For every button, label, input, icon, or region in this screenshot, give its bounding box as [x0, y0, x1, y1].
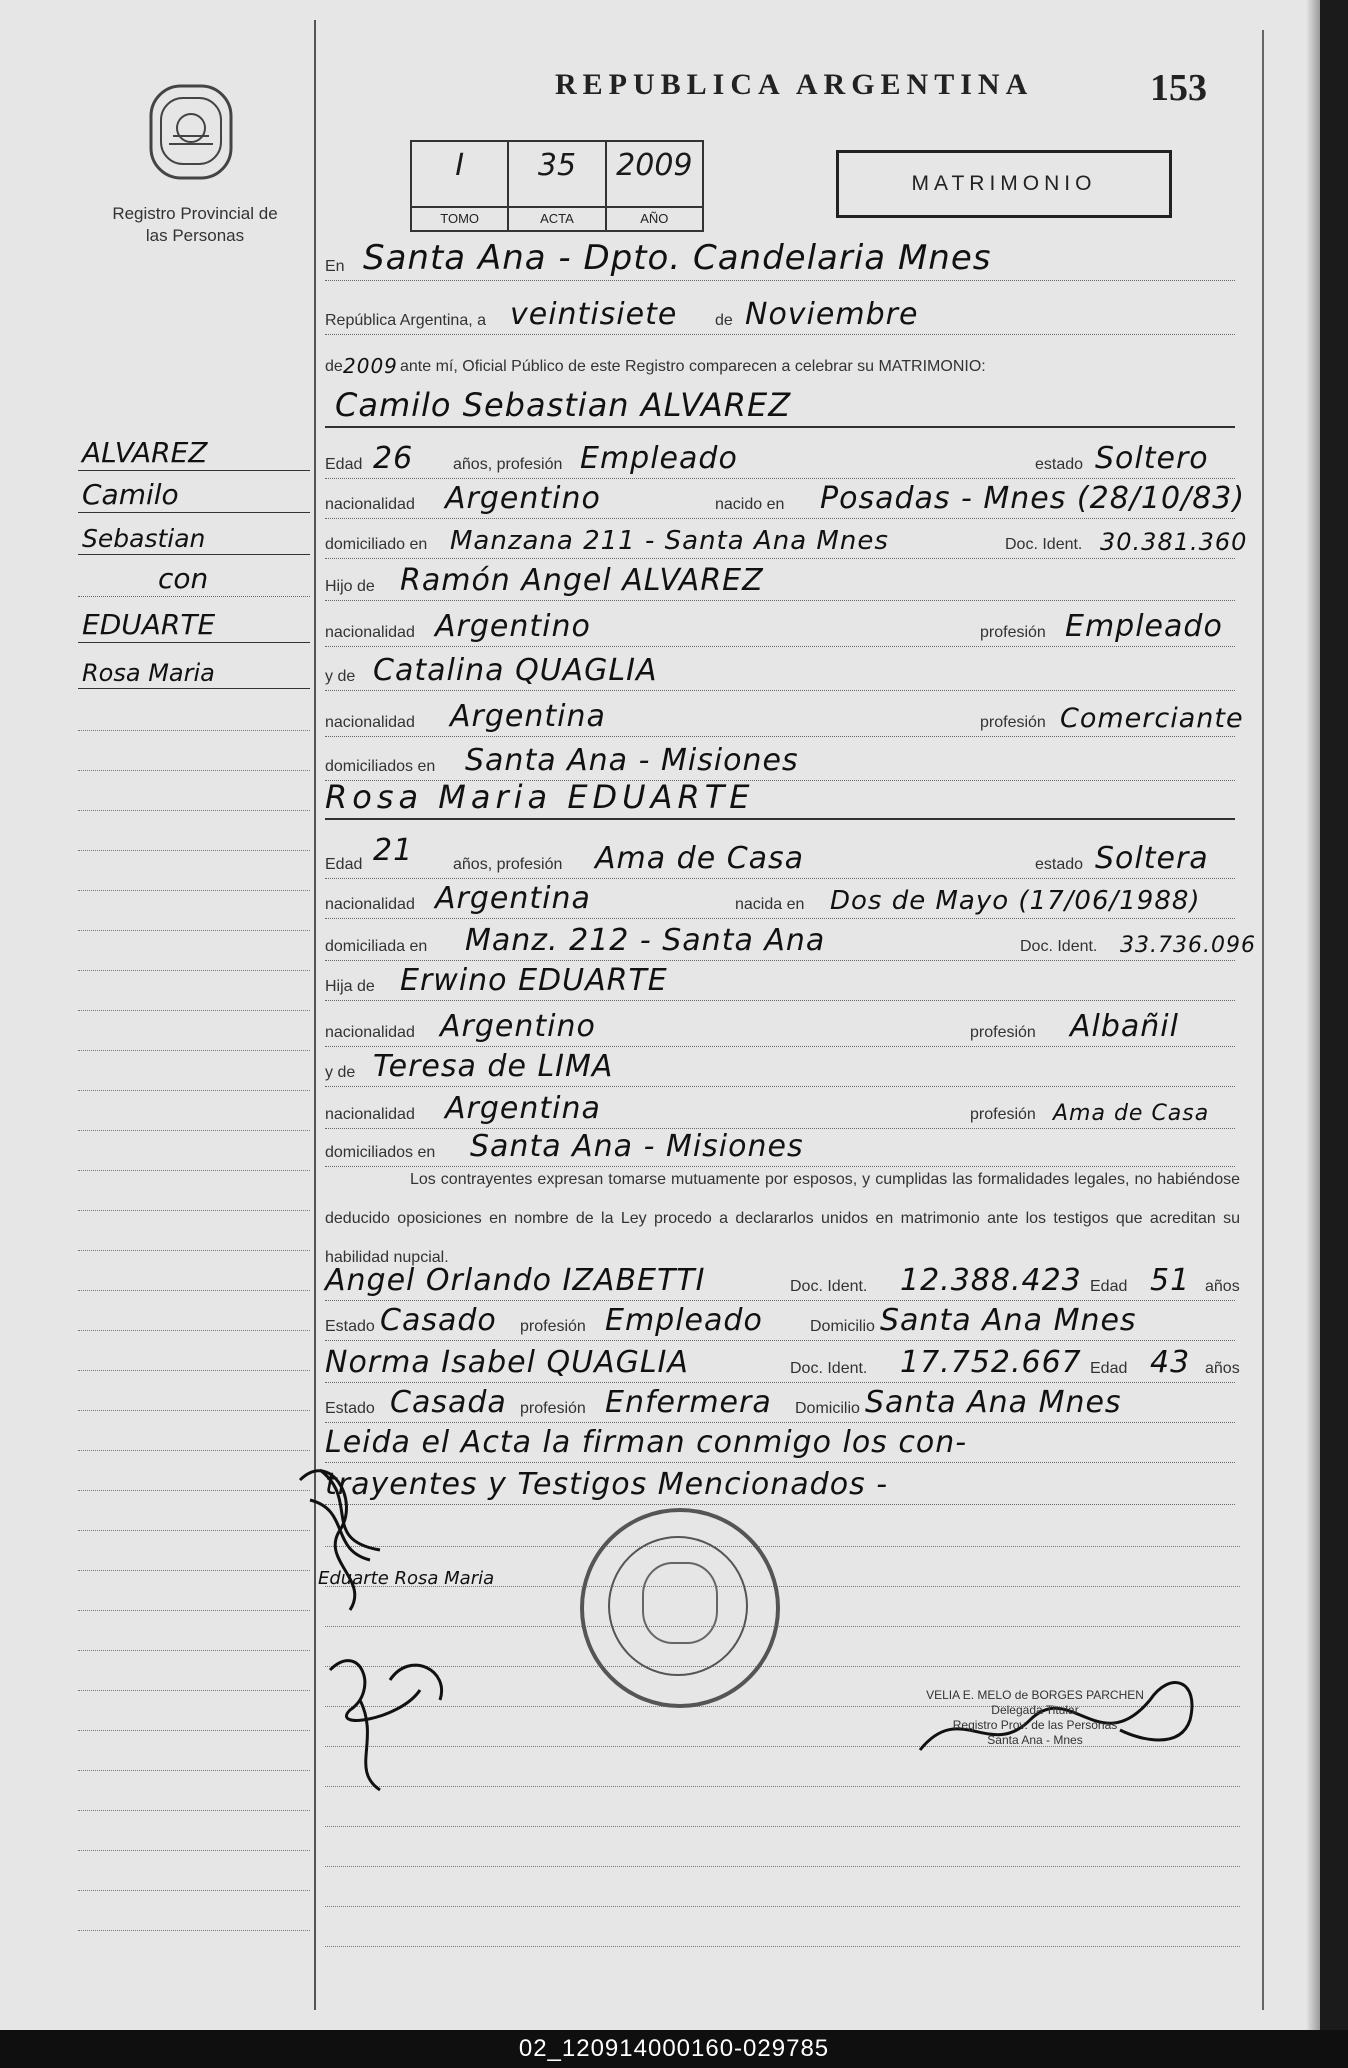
ruled-line: [325, 1946, 1240, 1947]
groom-nationality-label: nacionalidad: [325, 496, 415, 513]
day-value: veintisiete: [510, 297, 678, 332]
bride-address-label: domiciliada en: [325, 938, 428, 955]
margin-line: [78, 1490, 310, 1491]
witness2-years-label: años: [1205, 1360, 1240, 1377]
margin-line: [78, 1890, 310, 1891]
en-label: En: [325, 258, 345, 275]
witness1-profession: Empleado: [605, 1303, 763, 1338]
bride-age-label: Edad: [325, 856, 363, 873]
groom-age-label: Edad: [325, 456, 363, 473]
year-value: 2009: [343, 354, 398, 378]
document-header: REPUBLICA ARGENTINA: [555, 68, 1034, 101]
register-box: [410, 140, 704, 232]
groom-mother-profession: Comerciante: [1060, 703, 1244, 734]
bride-father-profession: Albañil: [1070, 1009, 1179, 1044]
bride-mother-nationality: Argentina: [445, 1091, 601, 1126]
bride-parents-address: Santa Ana - Misiones: [470, 1129, 804, 1164]
margin-name-3: Sebastian: [82, 524, 206, 553]
groom-mother-nationality: Argentina: [450, 699, 606, 734]
bride-mother: Teresa de LIMA: [373, 1049, 614, 1084]
groom-address-label: domiciliado en: [325, 536, 428, 553]
image-caption: 02_120914000160-029785: [0, 2030, 1348, 2068]
witness1-address: Santa Ana Mnes: [880, 1303, 1137, 1338]
witness1-doc: 12.388.423: [900, 1263, 1082, 1298]
groom-birthplace-label: nacido en: [715, 496, 785, 513]
witness2-address-label: Domicilio: [795, 1400, 860, 1417]
bride-address: Manz. 212 - Santa Ana: [465, 923, 826, 958]
emblem-icon: [642, 1562, 718, 1644]
ruled-line: [325, 1826, 1240, 1827]
witness1-profession-label: profesión: [520, 1318, 586, 1335]
acta-label: ACTA: [509, 206, 604, 230]
witness1-age: 51: [1150, 1263, 1191, 1298]
bride-father-label: Hija de: [325, 978, 375, 995]
bride-mother-profession-label: profesión: [970, 1106, 1036, 1123]
witness2-status: Casada: [390, 1385, 507, 1420]
bride-doc-label: Doc. Ident.: [1020, 938, 1098, 955]
margin-name-4: con: [158, 562, 209, 595]
bride-signature: Eduarte Rosa Maria: [318, 1568, 495, 1589]
margin-name-1: ALVAREZ: [82, 436, 208, 469]
bride-status-label: estado: [1035, 856, 1084, 873]
margin-line: [78, 1530, 310, 1531]
groom-address: Manzana 211 - Santa Ana Mnes: [450, 526, 889, 556]
margin-line: [78, 810, 310, 811]
groom-status-label: estado: [1035, 456, 1084, 473]
groom-profession-label: años, profesión: [453, 456, 563, 473]
ruled-line: [325, 1866, 1240, 1867]
tomo-label: TOMO: [412, 206, 507, 230]
document-type: MATRIMONIO: [836, 150, 1172, 218]
page-number: 153: [1150, 67, 1207, 109]
witness1-status: Casado: [380, 1303, 497, 1338]
margin-line: [78, 1330, 310, 1331]
official-stamp: [920, 1688, 1150, 1748]
bride-nationality-label: nacionalidad: [325, 896, 415, 913]
de2-label: de: [325, 358, 343, 375]
margin-name-6: Rosa Maria: [82, 659, 215, 687]
margin-line: [78, 1690, 310, 1691]
witness2-address: Santa Ana Mnes: [865, 1385, 1122, 1420]
bride-profession-label: años, profesión: [453, 856, 563, 873]
groom-father-profession: Empleado: [1065, 609, 1223, 644]
witness2-age-label: Edad: [1090, 1360, 1128, 1377]
groom-father-profession-label: profesión: [980, 624, 1046, 641]
official-name: VELIA E. MELO de BORGES PARCHEN: [926, 1688, 1144, 1702]
margin-line: [78, 1370, 310, 1371]
groom-profession: Empleado: [580, 441, 738, 476]
place-value: Santa Ana - Dpto. Candelaria Mnes: [363, 238, 992, 278]
official-registry: Registro Prov. de las Personas: [952, 1718, 1118, 1732]
closing-line-1: Leida el Acta la firman conmigo los con-: [325, 1425, 968, 1460]
margin-line: [78, 1770, 310, 1771]
margin-line: [78, 1010, 310, 1011]
margin-line: [78, 1290, 310, 1291]
margin-line: [78, 1610, 310, 1611]
groom-birthplace: Posadas - Mnes (28/10/83): [820, 481, 1246, 516]
margin-line: [78, 1850, 310, 1851]
bride-name: Rosa Maria EDUARTE: [325, 778, 755, 816]
signature-scribbles: [290, 1440, 550, 1800]
margin-line: [78, 890, 310, 891]
margin-line: [78, 1210, 310, 1211]
groom-parents-address-label: domiciliados en: [325, 758, 436, 775]
groom-father-label: Hijo de: [325, 578, 375, 595]
right-border: [1262, 30, 1264, 2010]
witness2-name: Norma Isabel QUAGLIA: [325, 1345, 689, 1380]
acta-value: 35: [537, 148, 577, 183]
bride-parents-address-label: domiciliados en: [325, 1144, 436, 1161]
ante-mi-text: ante mí, Oficial Público de este Registro comparecen a celebrar su MATRIMONIO:: [400, 358, 986, 375]
official-title: Delegada Titular: [991, 1703, 1079, 1717]
margin-line: [78, 1810, 310, 1811]
bride-profession: Ama de Casa: [595, 841, 805, 876]
bride-mother-label: y de: [325, 1064, 356, 1081]
groom-mother: Catalina QUAGLIA: [373, 653, 658, 688]
witness2-doc-label: Doc. Ident.: [790, 1360, 868, 1377]
groom-mother-nationality-label: nacionalidad: [325, 714, 415, 731]
margin-line: [78, 1930, 310, 1931]
witness2-age: 43: [1150, 1345, 1191, 1380]
margin-line: [78, 1650, 310, 1651]
witness2-status-label: Estado: [325, 1400, 375, 1417]
margin-line: [78, 1130, 310, 1131]
witness1-status-label: Estado: [325, 1318, 375, 1335]
witness1-address-label: Domicilio: [810, 1318, 875, 1335]
groom-nationality: Argentino: [445, 481, 601, 516]
groom-status: Soltero: [1095, 441, 1209, 476]
month-value: Noviembre: [745, 297, 919, 332]
margin-line: [78, 1570, 310, 1571]
republica-label: República Argentina, a: [325, 312, 486, 329]
margin-line: [78, 1250, 310, 1251]
registry-name: Registro Provincial de las Personas: [112, 204, 278, 245]
tomo-value: I: [455, 148, 465, 183]
bride-nationality: Argentina: [435, 881, 591, 916]
witness2-profession: Enfermera: [605, 1385, 772, 1420]
bride-doc: 33.736.096: [1120, 933, 1256, 958]
witness1-name: Angel Orlando IZABETTI: [325, 1263, 706, 1298]
margin-line: [78, 1450, 310, 1451]
groom-mother-profession-label: profesión: [980, 714, 1046, 731]
bride-father: Erwino EDUARTE: [400, 963, 668, 998]
de-label: de: [715, 312, 733, 329]
margin-line: [78, 770, 310, 771]
margin-line: [78, 1730, 310, 1731]
groom-father-nationality: Argentino: [435, 609, 591, 644]
margin-line: [78, 1090, 310, 1091]
margin-line: [78, 1050, 310, 1051]
groom-name: Camilo Sebastian ALVAREZ: [335, 386, 792, 424]
circular-stamp: [580, 1508, 780, 1708]
margin-line: [78, 850, 310, 851]
bride-birthplace: Dos de Mayo (17/06/1988): [830, 886, 1201, 916]
bride-father-nationality: Argentino: [440, 1009, 596, 1044]
groom-doc-label: Doc. Ident.: [1005, 536, 1083, 553]
groom-father-nationality-label: nacionalidad: [325, 624, 415, 641]
groom-doc: 30.381.360: [1100, 528, 1248, 556]
groom-mother-label: y de: [325, 668, 356, 685]
ano-label: AÑO: [607, 206, 702, 230]
groom-age: 26: [373, 441, 414, 476]
witness1-age-label: Edad: [1090, 1278, 1128, 1295]
bride-mother-nationality-label: nacionalidad: [325, 1106, 415, 1123]
bride-father-profession-label: profesión: [970, 1024, 1036, 1041]
margin-name-2: Camilo: [82, 478, 179, 511]
province-seal-icon: [145, 82, 237, 182]
margin-line: [78, 930, 310, 931]
margin-line: [78, 1410, 310, 1411]
margin-line: [78, 1170, 310, 1171]
witness1-years-label: años: [1205, 1278, 1240, 1295]
official-location: Santa Ana - Mnes: [987, 1733, 1083, 1747]
margin-name-5: EDUARTE: [82, 608, 216, 641]
groom-father: Ramón Angel ALVAREZ: [400, 563, 764, 598]
ano-value: 2009: [616, 148, 693, 183]
margin-line: [78, 970, 310, 971]
margin-line: [78, 730, 310, 731]
witness1-doc-label: Doc. Ident.: [790, 1278, 868, 1295]
closing-line-2: trayentes y Testigos Mencionados -: [325, 1467, 889, 1502]
witness2-doc: 17.752.667: [900, 1345, 1082, 1380]
bride-father-nationality-label: nacionalidad: [325, 1024, 415, 1041]
bride-age: 21: [373, 833, 414, 868]
groom-parents-address: Santa Ana - Misiones: [465, 743, 799, 778]
bride-birthplace-label: nacida en: [735, 896, 805, 913]
witness2-profession-label: profesión: [520, 1400, 586, 1417]
ruled-line: [325, 1906, 1240, 1907]
declaration-text: Los contrayentes expresan tomarse mutuamente por esposos, y cumplidas las formalidades legales, no habiéndose deducido oposiciones en nombre de la Ley procedo a declararlos unidos en matrimonio ante los testigos que acreditan su habilidad nupcial.: [325, 1171, 1240, 1266]
bride-mother-profession: Ama de Casa: [1053, 1101, 1210, 1126]
bride-status: Soltera: [1095, 841, 1209, 876]
